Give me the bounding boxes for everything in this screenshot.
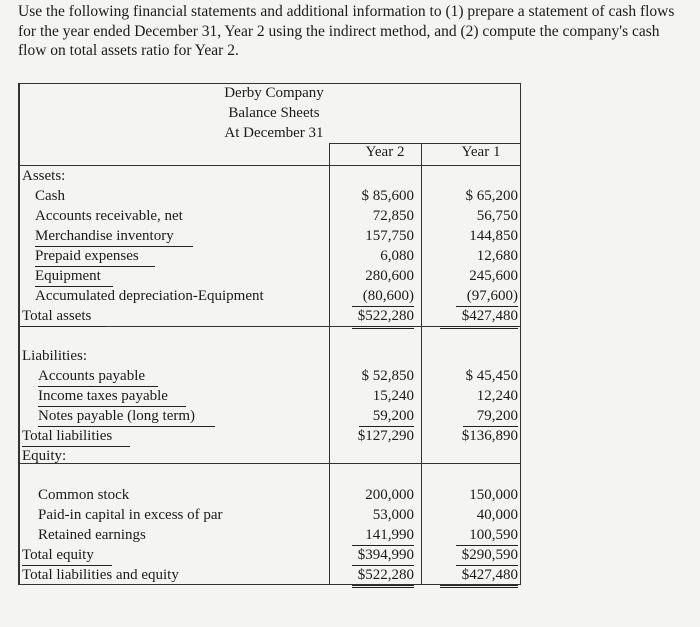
row-year1: $ 45,450 [465, 368, 518, 384]
row-year2: 6,080 [380, 248, 414, 264]
row-label: Equipment [35, 266, 113, 287]
row-year2: 280,600 [365, 268, 414, 284]
liabilities-heading: Liabilities: [22, 348, 87, 364]
total-assets-label: Total assets [22, 306, 106, 327]
row-year2: 53,000 [372, 507, 414, 523]
row-year2: 141,990 [352, 525, 414, 546]
row-label: Notes payable (long term) [38, 406, 215, 427]
row-label: Prepaid expenses [35, 246, 155, 267]
row-label: Retained earnings [38, 527, 146, 543]
row-year2: $ 52,850 [361, 368, 414, 384]
total-liabilities-year1: $136,890 [461, 428, 518, 444]
row-year1: 245,600 [469, 268, 518, 284]
row-label: Paid-in capital in excess of par [38, 507, 223, 523]
row-year1: 79,200 [463, 406, 518, 427]
balance-sheet-table [18, 83, 521, 585]
row-year1: 12,680 [476, 248, 518, 264]
assets-heading: Assets: [22, 168, 66, 184]
row-year2: 157,750 [365, 228, 414, 244]
row-year1: 12,240 [476, 388, 518, 404]
col-divider-1 [329, 143, 330, 584]
row-label: Accounts payable [38, 366, 158, 387]
row-year1: 40,000 [476, 507, 518, 523]
row-year2: 72,850 [372, 208, 414, 224]
total-liab-equity-year2: $522,280 [352, 565, 414, 588]
total-assets-year2: $522,280 [352, 306, 414, 329]
row-label: Accounts receivable, net [35, 208, 183, 224]
row-year2: 59,200 [359, 406, 414, 427]
row-year1: 150,000 [469, 487, 518, 503]
total-equity-label: Total equity [22, 545, 112, 566]
row-year2: (80,600) [352, 286, 414, 307]
row-year2: 200,000 [365, 487, 414, 503]
row-year2: $ 85,600 [361, 188, 414, 204]
row-year1: 144,850 [469, 228, 518, 244]
row-year2: 15,240 [372, 388, 414, 404]
total-equity-year2: $394,990 [352, 545, 414, 566]
colhead-bottom-rule [19, 165, 521, 166]
row-year1: $ 65,200 [465, 188, 518, 204]
total-assets-year1: $427,480 [440, 306, 518, 329]
statement-date: At December 31 [224, 125, 324, 141]
row-label: Accumulated depreciation-Equipment [35, 288, 264, 304]
col-divider-2 [421, 143, 422, 584]
row-label: Income taxes payable [38, 386, 186, 407]
statement-title: Balance Sheets [228, 105, 320, 121]
row-label: Common stock [38, 487, 130, 503]
col-year2: Year 2 [365, 144, 405, 160]
row-year1: 100,590 [456, 525, 518, 546]
total-liabilities-label: Total liabilities [22, 426, 130, 447]
row-label: Merchandise inventory [35, 226, 193, 247]
row-year1: 56,750 [476, 208, 518, 224]
company-name: Derby Company [224, 85, 324, 101]
total-liab-equity-label: Total liabilities and equity [22, 567, 179, 583]
col-year1: Year 1 [461, 144, 501, 160]
row-label: Cash [35, 188, 65, 204]
left-border [19, 83, 20, 584]
total-liab-equity-year1: $427,480 [440, 565, 518, 588]
total-liabilities-year2: $127,290 [357, 428, 414, 444]
row-year1: (97,600) [456, 286, 518, 307]
section-rule-2 [19, 463, 521, 464]
total-equity-year1: $290,590 [456, 545, 518, 566]
equity-heading: Equity: [22, 448, 67, 464]
instructions-text: Use the following financial statements and additional information to (1) prepare a statement of cash flows for the year ended December 31, Year 2 using the indirect method, and (2) compute the company's cash flow on total assets ratio for Year 2. [18, 3, 675, 59]
